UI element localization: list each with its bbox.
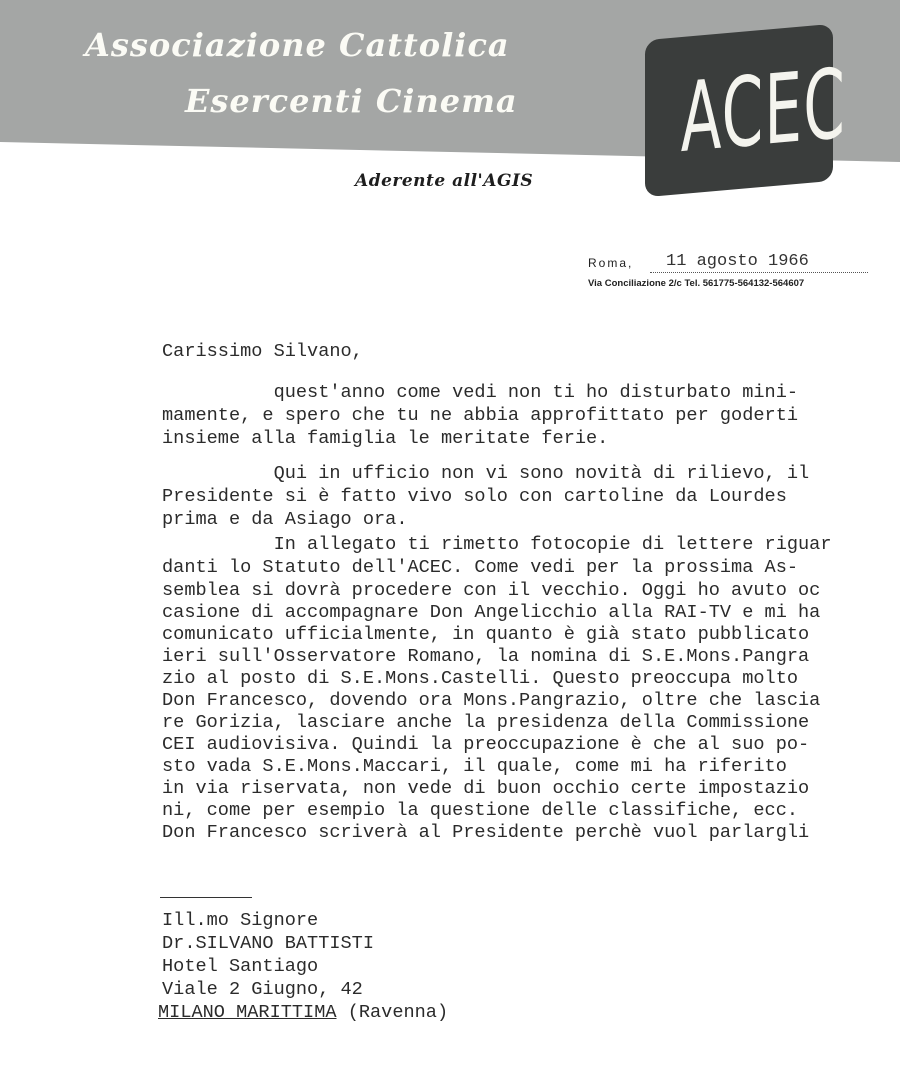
- letter-line: ieri sull'Osservatore Romano, la nomina di S.E.Mons.Pangra: [162, 646, 810, 667]
- recipient-street: Viale 2 Giugno, 42: [162, 979, 363, 1000]
- place-label: Roma,: [588, 256, 634, 270]
- letter-line: Qui in ufficio non vi sono novità di rilievo, il: [162, 463, 810, 484]
- letter-date: 11 agosto 1966: [650, 252, 868, 273]
- salutation: Carissimo Silvano,: [162, 341, 363, 362]
- letter-line: prima e da Asiago ora.: [162, 509, 408, 530]
- letter-line: sto vada S.E.Mons.Maccari, il quale, come mi ha riferito: [162, 756, 787, 777]
- organization-name-line2: Esercenti Cinema: [185, 82, 518, 120]
- letter-line: in via riservata, non vede di buon occhio certe impostazio: [162, 778, 810, 799]
- letter-line: casione di accompagnare Don Angelicchio alla RAI-TV e mi ha: [162, 602, 821, 623]
- letter-line: zio al posto di S.E.Mons.Castelli. Questo preoccupa molto: [162, 668, 799, 689]
- letter-line: comunicato ufficialmente, in quanto è già stato pubblicato: [162, 624, 810, 645]
- letter-line: re Gorizia, lasciare anche la presidenza della Commissione: [162, 712, 810, 733]
- divider: [160, 897, 252, 898]
- letter-line: Don Francesco, dovendo ora Mons.Pangrazio, oltre che lascia: [162, 690, 821, 711]
- recipient-city: MILANO MARITTIMA: [158, 1002, 337, 1023]
- recipient-city-line: [158, 1002, 448, 1024]
- letter-line: ni, come per esempio la questione delle classifiche, ecc.: [162, 800, 799, 821]
- recipient-hotel: Hotel Santiago: [162, 956, 319, 977]
- organization-name-line1: Associazione Cattolica: [85, 26, 510, 64]
- letter-line: quest'anno come vedi non ti ho disturbato mini-: [162, 382, 799, 403]
- letter-line: CEI audiovisiva. Quindi la preoccupazione è che al suo po-: [162, 734, 810, 755]
- letter-line: Don Francesco scriverà al Presidente perchè vuol parlargli: [162, 822, 810, 843]
- recipient-name: Dr.SILVANO BATTISTI: [162, 933, 375, 954]
- letter-line: In allegato ti rimetto fotocopie di lettere riguar: [162, 534, 832, 555]
- recipient-province: (Ravenna): [336, 1002, 449, 1023]
- letter-line: Presidente si è fatto vivo solo con cartoline da Lourdes: [162, 486, 787, 507]
- letter-line: insieme alla famiglia le meritate ferie.: [162, 428, 609, 449]
- affiliation: Aderente all'AGIS: [355, 171, 534, 191]
- letter-line: semblea si dovrà procedere con il vecchio. Oggi ho avuto oc: [162, 580, 821, 601]
- letter-line: danti lo Statuto dell'ACEC. Come vedi per la prossima As-: [162, 557, 799, 578]
- acec-logo: ACEC: [645, 24, 833, 197]
- letter-line: mamente, e spero che tu ne abbia approfittato per goderti: [162, 405, 799, 426]
- recipient-title: Ill.mo Signore: [162, 910, 319, 931]
- office-address: Via Conciliazione 2/c Tel. 561775-564132-564607: [588, 278, 805, 289]
